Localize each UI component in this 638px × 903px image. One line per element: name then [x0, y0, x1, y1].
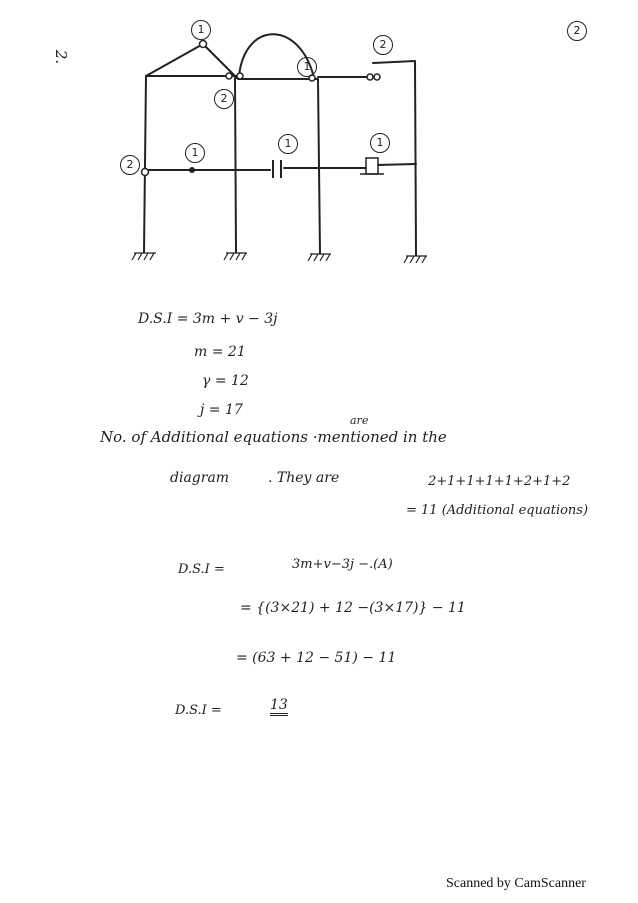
- note-line-2a: diagram: [170, 470, 230, 486]
- beam-dot: [189, 167, 195, 173]
- rafter-left: [146, 44, 203, 76]
- note-line-1: No. of Additional equations ·mentioned in the: [100, 428, 447, 446]
- column-3: [318, 80, 320, 253]
- frame-diagram: [0, 0, 638, 300]
- m-value: m = 21: [194, 344, 246, 360]
- mark-slider: 1: [370, 133, 390, 153]
- mid-beam-3: [378, 164, 416, 165]
- left-beam-hinge: [142, 169, 149, 176]
- mark-beam-dot: 1: [185, 143, 205, 163]
- roof-hinge-b: [237, 73, 243, 79]
- rafter-right: [203, 44, 237, 78]
- problem-number: 2.: [52, 49, 71, 65]
- column-2: [235, 78, 236, 252]
- page-number-badge: 2: [567, 21, 587, 41]
- roller-a: [367, 74, 373, 80]
- r-value: γ = 12: [202, 373, 249, 389]
- sum-result: = 11 (Additional equations): [406, 503, 589, 518]
- roof-beam-4: [373, 61, 415, 63]
- apex-hinge: [200, 41, 207, 48]
- roller-b: [374, 74, 380, 80]
- insert-word: are: [350, 414, 369, 427]
- dsi-formula: D.S.I = 3m + v − 3j: [138, 311, 278, 327]
- mark-arch-hinge: 1: [297, 57, 317, 77]
- column-1: [144, 76, 146, 252]
- dsi-line-2: = {(3×21) + 12 −(3×17)} − 11: [240, 600, 466, 616]
- scanner-watermark: Scanned by CamScanner: [446, 876, 586, 891]
- roof-hinge-a: [226, 73, 232, 79]
- dsi-line-3: = (63 + 12 − 51) − 11: [236, 650, 397, 666]
- mark-left-support: 2: [120, 155, 140, 175]
- column-4: [415, 62, 416, 255]
- note-line-2b: . They are: [268, 470, 340, 486]
- mark-release: 1: [278, 134, 298, 154]
- j-value: j = 17: [200, 402, 243, 418]
- slider-box: [366, 158, 378, 174]
- mark-apex: 1: [191, 20, 211, 40]
- dsi-line-1-lhs: D.S.I =: [178, 562, 225, 577]
- dsi-line-1-rhs: 3m+v−3j −.(A): [292, 557, 393, 572]
- mark-mid-hinge: 2: [214, 89, 234, 109]
- sum-line: 2+1+1+1+1+2+1+2: [428, 474, 571, 489]
- dsi-final-lhs: D.S.I =: [175, 703, 222, 718]
- dsi-final-value: 13: [270, 697, 288, 716]
- mark-roller: 2: [373, 35, 393, 55]
